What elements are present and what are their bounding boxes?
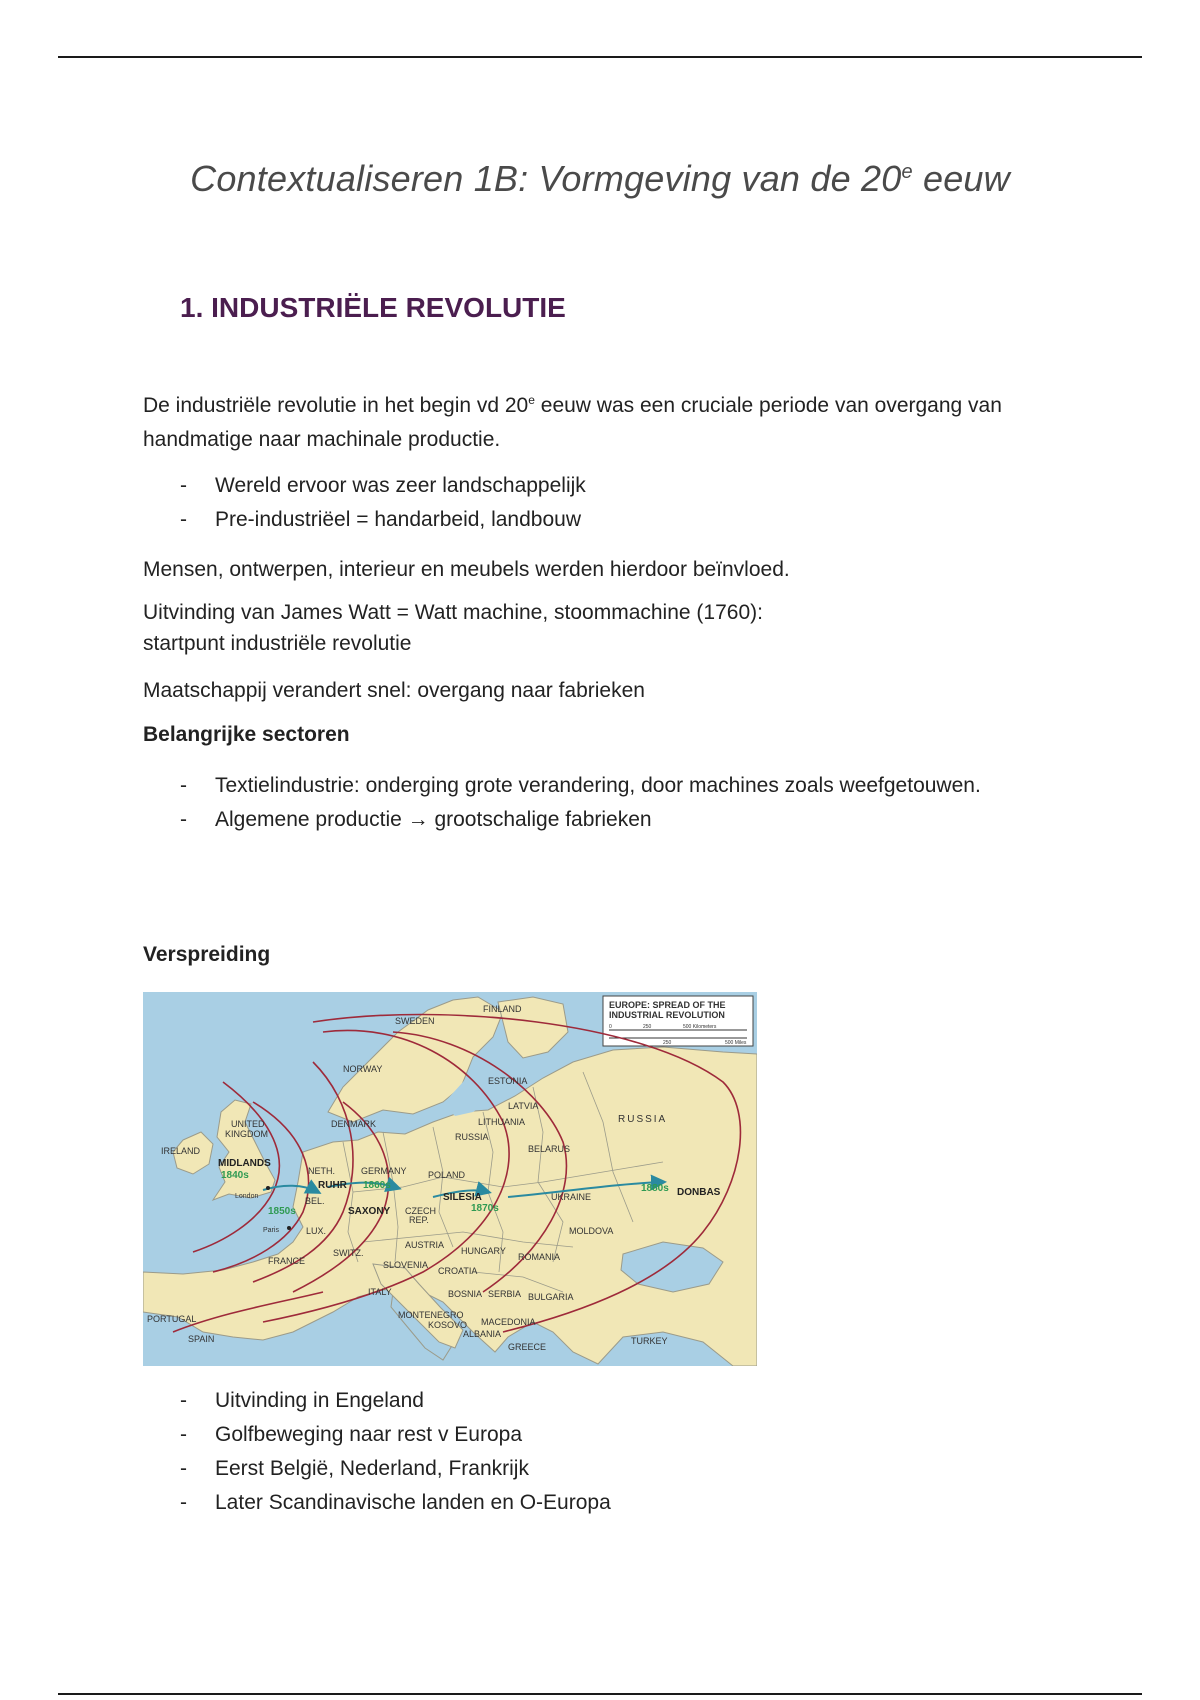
svg-text:1880s: 1880s — [641, 1183, 669, 1194]
svg-text:SLOVENIA: SLOVENIA — [383, 1260, 429, 1270]
svg-text:UKRAINE: UKRAINE — [551, 1192, 592, 1202]
svg-text:EUROPE: SPREAD OF THE: EUROPE: SPREAD OF THE — [609, 1000, 726, 1010]
svg-text:0: 0 — [609, 1024, 612, 1030]
bullet-list-sectors — [176, 769, 1056, 837]
svg-text:1860s: 1860s — [363, 1180, 391, 1191]
list-item: - Wereld ervoor was zeer landschappelijk — [176, 469, 1056, 503]
list-item: - Golfbeweging naar rest v Europa — [176, 1418, 1056, 1452]
svg-text:MOLDOVA: MOLDOVA — [569, 1226, 614, 1236]
svg-text:KINGDOM: KINGDOM — [225, 1129, 269, 1139]
europe-industrial-revolution-map — [143, 992, 757, 1366]
svg-text:SPAIN: SPAIN — [188, 1334, 215, 1344]
svg-text:KOSOVO: KOSOVO — [428, 1320, 468, 1330]
svg-text:SWEDEN: SWEDEN — [395, 1016, 435, 1026]
list-item: - Textielindustrie: onderging grote verandering, door machines zoals weefgetouwen. — [176, 769, 1056, 803]
list-item: - Uitvinding in Engeland — [176, 1384, 1056, 1418]
svg-text:CZECH: CZECH — [405, 1206, 436, 1216]
svg-text:TURKEY: TURKEY — [631, 1336, 668, 1346]
svg-text:INDUSTRIAL REVOLUTION: INDUSTRIAL REVOLUTION — [609, 1010, 725, 1020]
svg-text:500 Miles: 500 Miles — [725, 1040, 747, 1046]
svg-text:AUSTRIA: AUSTRIA — [405, 1240, 445, 1250]
svg-text:GERMANY: GERMANY — [361, 1166, 407, 1176]
paragraph-influence: Mensen, ontwerpen, interieur en meubels werden hierdoor beïnvloed. — [143, 558, 790, 581]
svg-text:NORWAY: NORWAY — [343, 1064, 383, 1074]
list-item: - Algemene productie → grootschalige fabrieken — [176, 803, 1056, 837]
list-item: - Eerst België, Nederland, Frankrijk — [176, 1452, 1056, 1486]
bottom-rule — [58, 1693, 1142, 1695]
svg-text:250: 250 — [663, 1040, 672, 1046]
svg-text:ESTONIA: ESTONIA — [488, 1076, 528, 1086]
svg-text:NETH.: NETH. — [308, 1166, 335, 1176]
svg-text:MACEDONIA: MACEDONIA — [481, 1317, 536, 1327]
svg-text:SAXONY: SAXONY — [348, 1206, 391, 1217]
svg-text:RUSSIA: RUSSIA — [455, 1132, 489, 1142]
svg-text:MIDLANDS: MIDLANDS — [218, 1158, 271, 1169]
svg-text:CROATIA: CROATIA — [438, 1266, 478, 1276]
top-rule — [58, 56, 1142, 58]
svg-text:HUNGARY: HUNGARY — [461, 1246, 506, 1256]
svg-text:BULGARIA: BULGARIA — [528, 1292, 574, 1302]
svg-text:BEL.: BEL. — [305, 1196, 325, 1206]
svg-text:RUHR: RUHR — [318, 1180, 347, 1191]
svg-text:FINLAND: FINLAND — [483, 1004, 522, 1014]
svg-text:POLAND: POLAND — [428, 1170, 466, 1180]
svg-text:UNITED: UNITED — [231, 1119, 265, 1129]
svg-text:RUSSIA: RUSSIA — [618, 1114, 668, 1125]
svg-text:BELARUS: BELARUS — [528, 1144, 571, 1154]
list-item: - Later Scandinavische landen en O-Europa — [176, 1486, 1056, 1520]
svg-text:PORTUGAL: PORTUGAL — [147, 1314, 197, 1324]
svg-text:MONTENEGRO: MONTENEGRO — [398, 1310, 464, 1320]
svg-text:ROMANIA: ROMANIA — [518, 1252, 561, 1262]
svg-text:1840s: 1840s — [221, 1170, 249, 1181]
svg-text:DONBAS: DONBAS — [677, 1187, 721, 1198]
svg-text:LATVIA: LATVIA — [508, 1101, 539, 1111]
bullet-list-spread — [176, 1384, 1056, 1520]
list-item: - Pre-industriëel = handarbeid, landbouw — [176, 503, 1056, 537]
svg-text:FRANCE: FRANCE — [268, 1256, 306, 1266]
svg-text:Paris: Paris — [263, 1227, 279, 1234]
svg-text:250: 250 — [643, 1024, 652, 1030]
heading-spread: Verspreiding — [143, 943, 271, 966]
paragraph-society: Maatschappij verandert snel: overgang naar fabrieken — [143, 679, 645, 702]
svg-text:GREECE: GREECE — [508, 1342, 547, 1352]
svg-text:BOSNIA: BOSNIA — [448, 1289, 483, 1299]
svg-text:SWITZ.: SWITZ. — [333, 1248, 364, 1258]
heading-sectors: Belangrijke sectoren — [143, 723, 350, 746]
svg-text:DENMARK: DENMARK — [331, 1119, 377, 1129]
section-heading: 1. INDUSTRIËLE REVOLUTIE — [180, 292, 566, 323]
svg-text:IRELAND: IRELAND — [161, 1146, 201, 1156]
paragraph-james-watt: Uitvinding van James Watt = Watt machine, stoommachine (1760): startpunt industriële revolutie — [143, 601, 763, 655]
svg-text:SERBIA: SERBIA — [488, 1289, 522, 1299]
svg-text:REP.: REP. — [409, 1215, 429, 1225]
intro-paragraph: De industriële revolutie in het begin vd 20e eeuw was een cruciale periode van overgang van handmatige naar machinale productie. — [143, 393, 1002, 451]
svg-text:ALBANIA: ALBANIA — [463, 1329, 502, 1339]
svg-text:500 Kilometers: 500 Kilometers — [683, 1024, 717, 1030]
page-title: Contextualiseren 1B: Vormgeving van de 20e eeuw — [190, 158, 1010, 199]
svg-text:LITHUANIA: LITHUANIA — [478, 1117, 526, 1127]
svg-text:London: London — [235, 1193, 259, 1200]
svg-text:LUX.: LUX. — [306, 1226, 327, 1236]
svg-text:SILESIA: SILESIA — [443, 1192, 482, 1203]
bullet-list-preindustrial — [176, 469, 1056, 537]
svg-text:ITALY: ITALY — [368, 1287, 392, 1297]
svg-text:1850s: 1850s — [268, 1206, 296, 1217]
svg-text:1870s: 1870s — [471, 1203, 499, 1214]
